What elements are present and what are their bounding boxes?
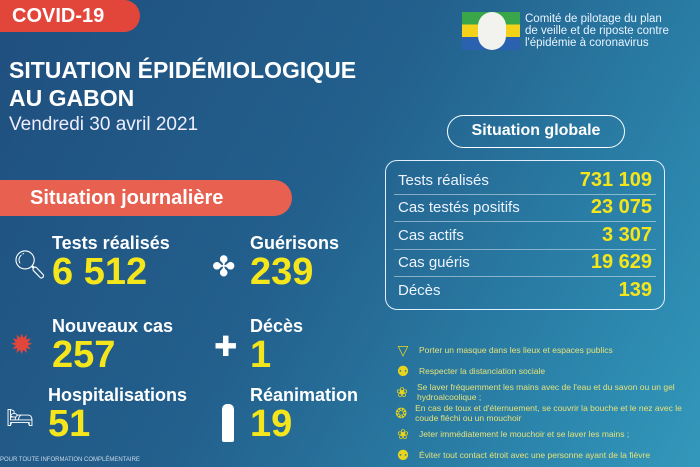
prevention-list <box>395 340 700 466</box>
org-line: Comité de pilotage du plan <box>525 13 662 25</box>
handwash-icon: ❀ <box>396 383 408 400</box>
row-label: Cas testés positifs <box>398 199 520 217</box>
org-line: l'épidémie à coronavirus <box>525 37 649 49</box>
footer-note: POUR TOUTE INFORMATION COMPLÉMENTAIRE <box>0 457 140 463</box>
stat-value: 257 <box>52 334 116 376</box>
row-label: Cas actifs <box>398 226 464 244</box>
hospital-bed-icon: 🛏︎ <box>6 405 34 430</box>
org-name <box>525 13 669 49</box>
table-row <box>394 195 656 223</box>
stat-value: 1 <box>250 334 272 376</box>
item-text: Jeter immédiatement le mouchoir et se laver les mains ; <box>419 429 630 439</box>
stat-label: Décès <box>250 316 304 336</box>
table-row <box>394 277 656 305</box>
list-item <box>395 424 700 444</box>
stat-label: Réanimation <box>250 385 359 405</box>
row-value: 23 075 <box>590 196 652 219</box>
report-date: Vendredi 30 avril 2021 <box>9 114 199 135</box>
page-title <box>9 56 356 112</box>
stat-reanim <box>250 385 358 443</box>
stat-label: Hospitalisations <box>48 385 188 405</box>
list-item <box>395 445 700 465</box>
item-text: En cas de toux et d'éternuement, se couvrir la bouche et le nez avec le coude fléchi ou un mouchoir <box>415 403 682 423</box>
table-row <box>394 250 656 278</box>
stat-value: 51 <box>48 403 91 445</box>
title-line2: AU GABON <box>9 85 135 111</box>
row-label: Décès <box>398 282 441 300</box>
covid-badge: COVID-19 <box>0 0 140 32</box>
title-line1: SITUATION ÉPIDÉMIOLOGIQUE <box>9 57 357 83</box>
item-text: Se laver fréquemment les mains avec de l'eau et du savon ou un gel hydroalcoolique ; <box>416 382 675 402</box>
oxygen-tank-icon <box>222 404 234 442</box>
cough-icon: ❂ <box>395 404 407 421</box>
no-contact-icon: ⚉ <box>396 446 410 463</box>
stat-tests <box>52 233 170 291</box>
org-line: de veille et de riposte contre <box>525 25 669 37</box>
row-value: 731 109 <box>579 168 652 191</box>
mask-icon: ▽ <box>397 341 409 358</box>
tissue-icon: ❀ <box>397 425 409 442</box>
daily-title: Situation journalière <box>0 180 292 216</box>
global-table <box>385 160 665 310</box>
list-item <box>395 361 700 381</box>
stat-label: Guérisons <box>250 233 340 253</box>
list-item <box>395 403 700 423</box>
global-title: Situation globale <box>447 115 625 148</box>
list-item <box>395 340 700 360</box>
stat-label: Tests réalisés <box>52 233 170 253</box>
seal-icon <box>478 12 506 50</box>
stat-nouveaux <box>52 316 173 374</box>
stat-hospit <box>48 385 187 443</box>
item-text: Porter un masque dans les lieux et espaces publics <box>419 345 613 355</box>
stat-guerisons <box>250 233 339 291</box>
person-cross-icon: ✚ <box>214 331 238 362</box>
list-item <box>395 382 700 402</box>
row-value: 3 307 <box>601 223 652 246</box>
table-row <box>394 222 656 250</box>
item-text: Respecter la distanciation sociale <box>419 366 546 376</box>
row-label: Cas guéris <box>398 254 470 272</box>
stat-value: 19 <box>250 403 293 445</box>
stat-value: 6 512 <box>52 251 148 293</box>
row-value: 19 629 <box>590 251 652 274</box>
stat-label: Nouveaux cas <box>52 316 174 336</box>
stat-value: 239 <box>250 251 314 293</box>
healing-virus-icon: ✤ <box>212 251 236 282</box>
table-row <box>394 167 656 195</box>
virus-icon: ✹ <box>10 329 34 360</box>
distance-icon: ⚉ <box>396 362 410 379</box>
row-value: 139 <box>618 279 652 302</box>
row-label: Tests réalisés <box>398 171 489 189</box>
stat-deces <box>250 316 303 374</box>
magnifier-icon: 🔍︎ <box>12 249 48 280</box>
item-text: Éviter tout contact étroit avec une personne ayant de la fièvre <box>419 450 651 460</box>
